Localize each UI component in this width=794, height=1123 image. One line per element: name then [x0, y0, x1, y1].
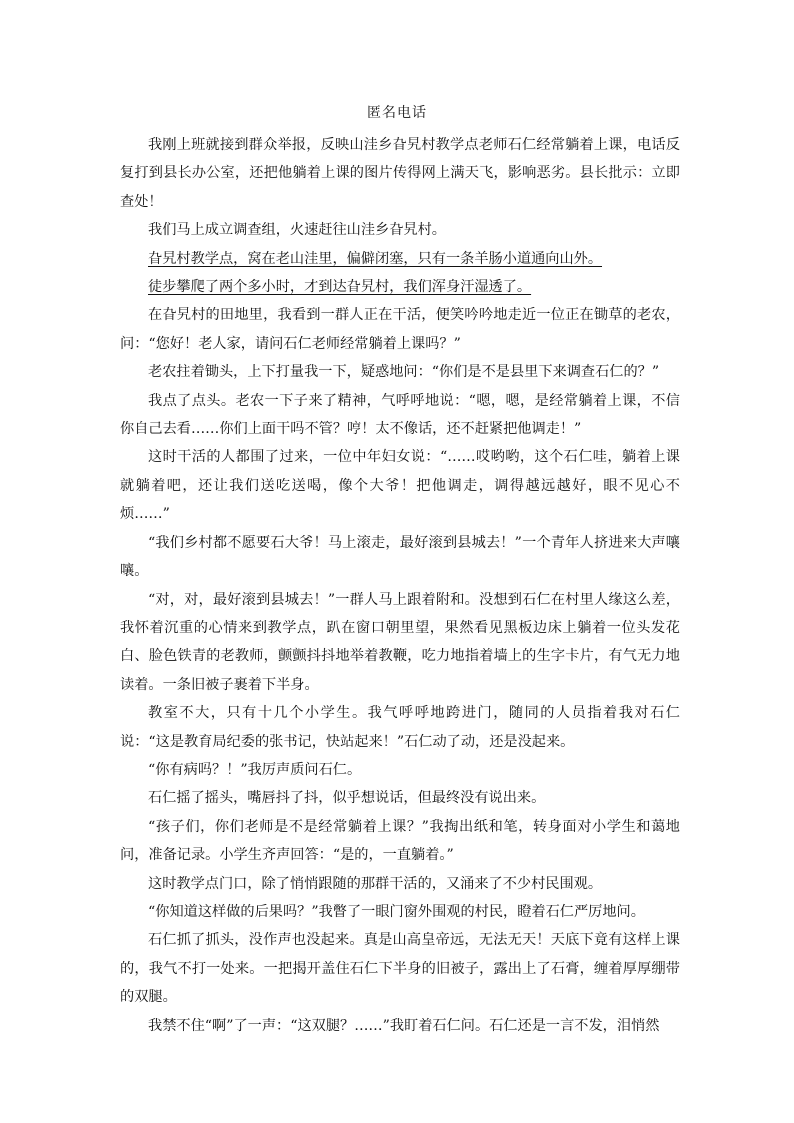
paragraph-13: 石仁摇了摇头，嘴唇抖了抖，似乎想说话，但最终没有说出来。 [148, 790, 546, 807]
paragraph-10: “对，对，最好滚到县城去！”一群人马上跟着附和。没想到石仁在村里人缘这么差，我怀着沉重的心情来到教学点，趴在窗口朝里望，果然看见黑板边床上躺着一位头发花白、脸色铁青的老教师，颤颤抖抖地举着教鞭，吃力地指着墙上的生字卡片，有气无力地读着。一条旧被子裹着下半身。 [120, 591, 680, 693]
paragraph-3-underlined: 旮旯村教学点，窝在老山洼里，偏僻闭塞，只有一条羊肠小道通向山外。 [148, 250, 603, 267]
paragraph-16: “你知道这样做的后果吗？”我瞥了一眼门窗外围观的村民，瞪着石仁严厉地问。 [148, 903, 645, 920]
paragraph-8: 这时干活的人都围了过来，一位中年妇女说：“……哎哟哟，这个石仁哇，躺着上课就躺着吧，还让我们送吃送喝，像个大爷！把他调走，调得越远越好，眼不见心不烦……” [120, 449, 680, 523]
paragraph-2: 我们马上成立调查组，火速赶往山洼乡旮旯村。 [148, 222, 446, 239]
paragraph-11: 教室不大，只有十几个小学生。我气呼呼地跨进门，随同的人员指着我对石仁说：“这是教育局纪委的张书记，快站起来！”石仁动了动，还是没起来。 [120, 705, 680, 750]
paragraph-9: “我们乡村都不愿要石大爷！马上滚走，最好滚到县城去！”一个青年人挤进来大声嚷嚷。 [120, 534, 680, 580]
document-body [120, 131, 680, 1040]
paragraph-1: 我刚上班就接到群众举报，反映山洼乡旮旯村教学点老师石仁经常躺着上课，电话反复打到县长办公室，还把他躺着上课的图片传得网上满天飞，影响恶劣。县长批示：立即查处！ [120, 137, 680, 210]
paragraph-12: “你有病吗？！”我厉声质问石仁。 [148, 761, 362, 778]
paragraph-18: 我禁不住“啊”了一声：“这双腿？……”我盯着石仁问。石仁还是一言不发，泪悄然 [148, 1017, 660, 1034]
paragraph-17: 石仁抓了抓头，没作声也没起来。真是山高皇帝远，无法无天！天底下竟有这样上课的，我气不打一处来。一把揭开盖住石仁下半身的旧被子，露出上了石膏，缠着厚厚绷带的双腿。 [120, 932, 680, 1006]
paragraph-6: 老农拄着锄头，上下打量我一下，疑惑地问：“你们是不是县里下来调查石仁的？” [148, 364, 660, 381]
paragraph-4-underlined: 徒步攀爬了两个多小时，才到达旮旯村，我们浑身汗湿透了。 [148, 279, 532, 296]
paragraph-15: 这时教学点门口，除了悄悄跟随的那群干活的，又涌来了不少村民围观。 [148, 875, 603, 892]
paragraph-5: 在旮旯村的田地里，我看到一群人正在干活，便笑吟吟地走近一位正在锄草的老农，问：“您好！老人家，请问石仁老师经常躺着上课吗？” [120, 307, 680, 352]
paragraph-7: 我点了点头。老农一下子来了精神，气呼呼地说：“嗯，嗯，是经常躺着上课，不信你自己去看……你们上面干吗不管？哼！太不像话，还不赶紧把他调走！” [120, 392, 680, 438]
paragraph-14: “孩子们，你们老师是不是经常躺着上课？”我掏出纸和笔，转身面对小学生和蔼地问，准备记录。小学生齐声回答：“是的，一直躺着。” [120, 818, 680, 864]
document-title: 匿名电话 [367, 105, 427, 121]
